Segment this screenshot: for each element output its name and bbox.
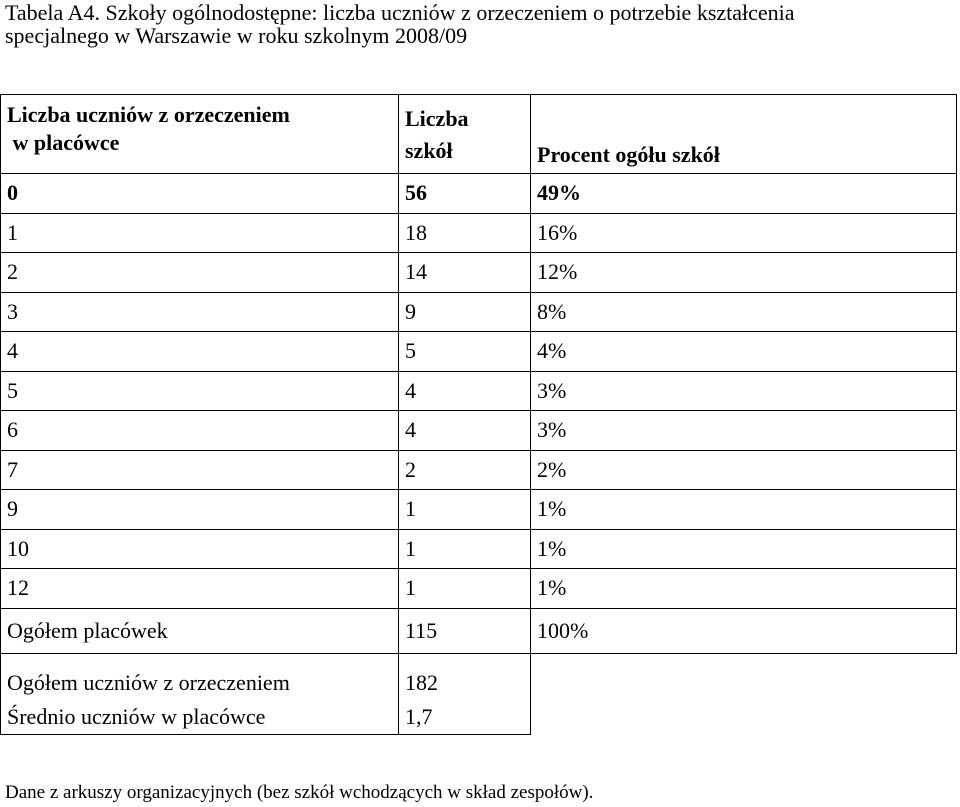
cell-percent: 4%	[531, 332, 957, 372]
table-summary-row	[1, 653, 957, 734]
cell-schools-count: 4	[399, 371, 531, 411]
table-row	[1, 332, 957, 372]
summary-empty-cell	[531, 653, 957, 734]
header-percent	[531, 95, 957, 174]
table-title-line-2: specjalnego w Warszawie w roku szkolnym 2008/09	[5, 23, 468, 48]
summary-students-label: Ogółem uczniów z orzeczeniem	[7, 669, 290, 695]
footnote: Dane z arkuszy organizacyjnych (bez szkół wchodzących w skład zespołów).	[5, 782, 594, 803]
cell-schools-count: 1	[399, 529, 531, 569]
cell-schools-count: 14	[399, 253, 531, 293]
cell-percent: 2%	[531, 450, 957, 490]
header-students-count	[1, 95, 399, 174]
cell-students-count: 6	[1, 411, 399, 451]
summary-students-value: 182	[405, 669, 438, 695]
table-row	[1, 253, 957, 293]
cell-students-count: 5	[1, 371, 399, 411]
cell-percent: 8%	[531, 292, 957, 332]
header-schools-count	[399, 95, 531, 174]
summary-values	[399, 653, 531, 734]
table-header-row	[1, 95, 957, 174]
table-total-row	[1, 608, 957, 653]
table-row	[1, 292, 957, 332]
table-row	[1, 529, 957, 569]
cell-percent: 16%	[531, 213, 957, 253]
cell-students-count: 7	[1, 450, 399, 490]
cell-schools-count: 18	[399, 213, 531, 253]
cell-percent: 1%	[531, 569, 957, 609]
cell-students-count: 0	[1, 174, 399, 214]
cell-schools-count: 9	[399, 292, 531, 332]
header-schools-count-line-1: Liczba	[405, 106, 469, 131]
cell-students-count: 1	[1, 213, 399, 253]
header-schools-count-line-2: szkół	[405, 138, 453, 163]
table-row	[1, 213, 957, 253]
cell-students-count: 2	[1, 253, 399, 293]
cell-percent: 3%	[531, 411, 957, 451]
summary-average-value: 1,7	[405, 703, 433, 729]
table-row	[1, 371, 957, 411]
cell-schools-count: 4	[399, 411, 531, 451]
cell-students-count: 10	[1, 529, 399, 569]
cell-schools-count: 2	[399, 450, 531, 490]
cell-students-count: 9	[1, 490, 399, 530]
table-row	[1, 174, 957, 214]
cell-percent: 3%	[531, 371, 957, 411]
cell-schools-count: 5	[399, 332, 531, 372]
cell-schools-count: 1	[399, 569, 531, 609]
header-students-count-line-2: w placówce	[7, 130, 120, 155]
total-schools: 115	[399, 608, 531, 653]
total-percent: 100%	[531, 608, 957, 653]
cell-percent: 49%	[531, 174, 957, 214]
cell-percent: 1%	[531, 529, 957, 569]
cell-students-count: 12	[1, 569, 399, 609]
cell-students-count: 4	[1, 332, 399, 372]
header-percent-label: Procent ogółu szkół	[537, 142, 720, 167]
summary-labels	[1, 653, 399, 734]
cell-schools-count: 1	[399, 490, 531, 530]
cell-students-count: 3	[1, 292, 399, 332]
header-students-count-line-1: Liczba uczniów z orzeczeniem	[7, 102, 290, 127]
students-schools-table	[0, 94, 957, 735]
table-row	[1, 490, 957, 530]
summary-average-label: Średnio uczniów w placówce	[7, 703, 266, 729]
data-table-container	[0, 94, 956, 735]
cell-schools-count: 56	[399, 174, 531, 214]
table-row	[1, 569, 957, 609]
table-title-line-1: Tabela A4. Szkoły ogólnodostępne: liczba uczniów z orzeczeniem o potrzebie kształcenia	[5, 0, 795, 25]
cell-percent: 12%	[531, 253, 957, 293]
cell-percent: 1%	[531, 490, 957, 530]
total-label: Ogółem placówek	[1, 608, 399, 653]
table-row	[1, 450, 957, 490]
table-row	[1, 411, 957, 451]
